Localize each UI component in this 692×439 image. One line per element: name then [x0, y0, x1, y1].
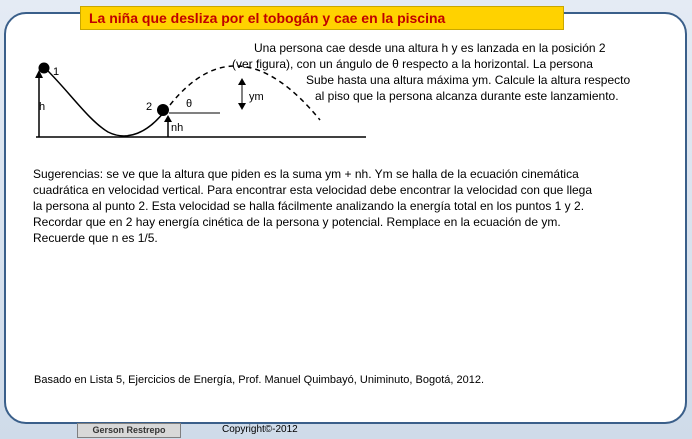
- ym-arrowhead-bottom: [238, 103, 246, 110]
- suggestion-line: Recordar que en 2 hay energía cinética de la persona y potencial. Remplace en la ecuación de ym.: [33, 215, 561, 229]
- label-2: 2: [146, 101, 153, 113]
- label-1: 1: [53, 66, 60, 78]
- suggestion-line: Sugerencias: se ve que la altura que piden es la suma ym + nh. Ym se halla de la ecuación cinemática: [33, 167, 579, 181]
- problem-line-3: Sube hasta una altura máxima ym. Calcule la altura respecto: [306, 73, 631, 87]
- ym-arrowhead-top: [238, 78, 246, 85]
- label-ym: ym: [249, 91, 264, 103]
- slide-title: La niña que desliza por el tobogán y cae en la piscina: [89, 10, 446, 26]
- label-h: h: [39, 101, 46, 113]
- problem-line-1: Una persona cae desde una altura h y es lanzada en la posición 2: [254, 41, 606, 55]
- title-bar: [80, 6, 564, 30]
- position-2-ball: [157, 104, 169, 116]
- suggestion-line: cuadrática en velocidad vertical. Para encontrar esta velocidad debe encontrar la velocidad con que llega: [33, 183, 593, 197]
- problem-line-4: al piso que la persona alcanza durante este lanzamiento.: [315, 89, 619, 103]
- label-nh: nh: [171, 122, 184, 134]
- source-citation: Basado en Lista 5, Ejercicios de Energía, Prof. Manuel Quimbayó, Uniminuto, Bogotá, 2012.: [34, 374, 485, 386]
- label-theta: θ: [186, 98, 193, 110]
- suggestions-block: [33, 166, 665, 246]
- problem-line-2: (ver figura), con un ángulo de θ respecto a la horizontal. La persona: [232, 57, 593, 71]
- author-name: Gerson Restrepo: [92, 425, 166, 435]
- trajectory-dashed: [170, 66, 320, 120]
- suggestion-line: Recuerde que n es 1/5.: [33, 231, 158, 245]
- suggestion-line: la persona al punto 2. Esta velocidad se halla fácilmente analizando la energía total en los puntos 1 y 2.: [33, 199, 585, 213]
- copyright-text: Copyright©-2012: [222, 424, 298, 435]
- height-nh-arrowhead: [164, 115, 172, 122]
- position-1-ball: [39, 63, 50, 74]
- author-badge: [77, 423, 181, 438]
